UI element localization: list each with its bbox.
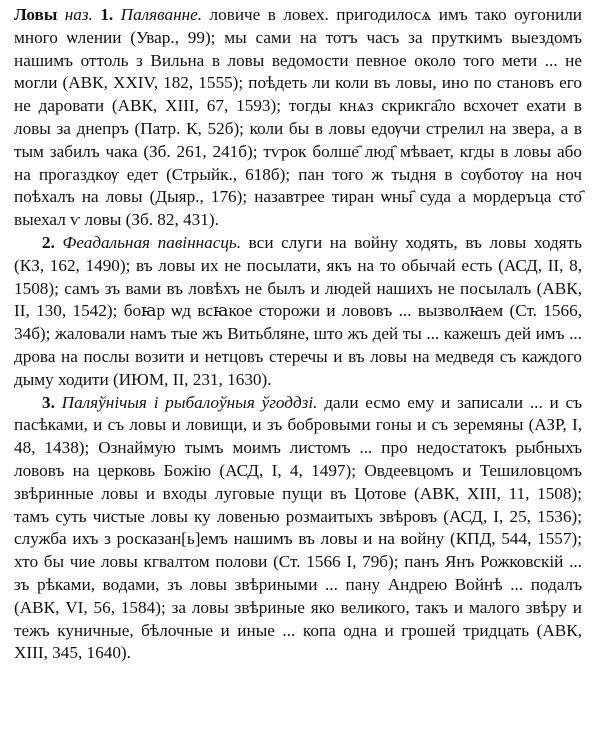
sense-1	[14, 4, 582, 232]
sense-number: 3.	[42, 392, 55, 412]
sense-citations: дали есмо ему и записали ... и съ пасѣками, и съ ловы и ловищи, и зъ бобровыми гоны и съ зеремяны (АЗР, I, 48, 1438); Ознаймую тымъ моимъ листомъ ... про недостатокъ рыбныхъ лововъ на церковь Божію (АСД, I, 4, 1497); Овдеевцомъ и Тешиловцомъ звѣринные ловы и входы луговые пущи въ Цотове (АВК, XIII, 11, 1508); тамъ суть чистые ловы ку ловенью розмаитыхъ звѣровъ (АСД, I, 25, 1536); служба ихъ з росказан[ь]емъ нашимъ въ ловы и на войну (КПД, 544, 1557); хто бы чие ловы кгвалтом полови (Ст. 1566 I, 79б); панъ Янъ Рожковскій ... зъ рѣками, водами, зъ ловы звѣриными ... пану Андрею Войнѣ ... подалъ (АВК, VI, 56, 1584); за ловы звѣриные яко великого, такъ и малого звѣру и тежъ куничные, бѣлочные и иные ... копа одна и грошей тридцать (АВК, XIII, 345, 1640).	[14, 392, 583, 663]
dictionary-entry	[14, 4, 582, 665]
grammar-label: наз.	[64, 5, 93, 24]
sense-citations: вси слуги на войну ходять, въ ловы ходять (КЗ, 162, 1490); въ ловы их не посылати, якъ на то обычай есть (АСД, II, 8, 1508); самъ зъ вами въ ловѣхъ не былъ и людей нашихъ не посылалъ (АВК, II, 130, 1542); боꙗр ѡд всꙗкое сторожи и лововъ ... вызволꙗем (Ст. 1566, 34б); жаловали намъ тые жъ Витьбляне, што жъ дей ты ... кажешъ дей имъ ... дрова на послы возити и нетцовъ стеречы и въ ловы на медведя съ каждого дыму ходити (ИЮМ, II, 231, 1630).	[14, 232, 583, 389]
sense-citations: ловиче в ловех. пригодилосѧ имъ тако оугонили много ѡлении (Увар., 99); мы сами на тотъ часъ за пруткимъ выездомъ нашимъ оттоль з Вильна в ловы ведомости певное около того мети ... не могли (АВК, XXIV, 182, 1555); поѣдеть ли коли въ ловы, ино по становъ его не даровати (АВК, XIII, 67, 1593); тогды кнѧз скрикга҄ло всхочет ехати в ловы за днепръ (Патр. К, 52б); коли бы в ловы едѹчи стрелил на звера, а в тым забилъ чака (Зб. 261, 241б); тѵрок болше҄ люд҄ мѣвает, кгды в ловы або на прогаздкѹ едет (Стрыйк., 618б); пан того ж тыдня в сѹботѹ на ноч поѣхалъ на ловы (Дыяр., 176); назавтрее тиран ѡны҄ суда а мордеръца сто҄ выехал ѵ ловы (Зб. 82, 431).	[14, 5, 583, 230]
sense-number: 2.	[42, 232, 55, 252]
sense-2	[14, 232, 582, 392]
sense-number: 1.	[100, 5, 114, 24]
headword: Ловы	[14, 5, 58, 24]
sense-definition: Паляўнічыя і рыбалоўныя ўгоддзі.	[61, 392, 318, 412]
sense-definition: Паляванне.	[120, 5, 203, 24]
sense-definition: Феадальная павіннасць.	[62, 232, 242, 252]
sense-3	[14, 392, 582, 666]
